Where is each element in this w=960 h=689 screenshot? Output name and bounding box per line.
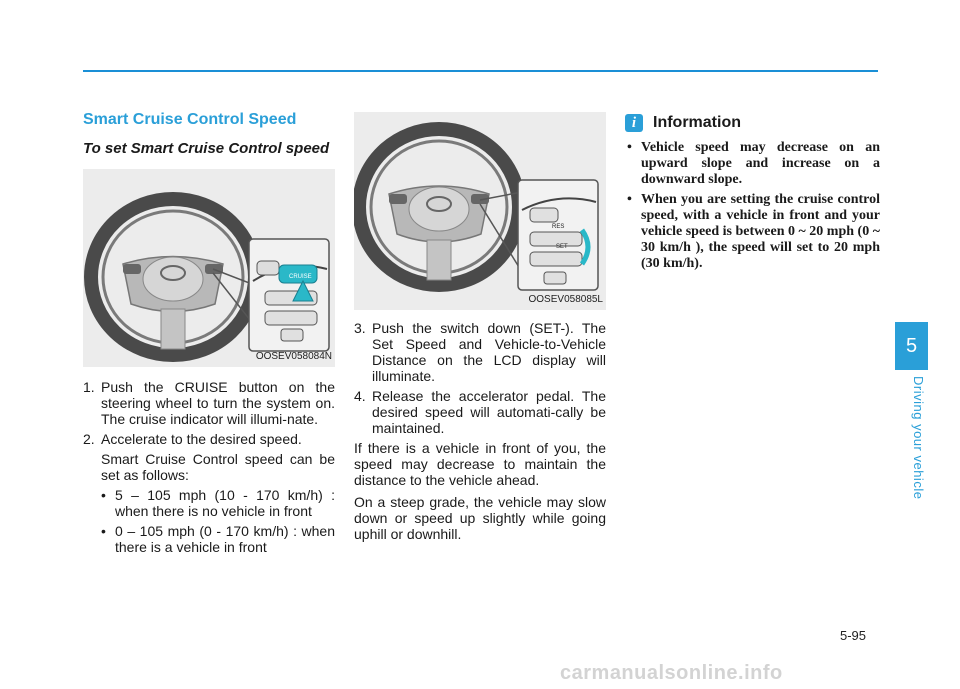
- page-number: 5-95: [840, 628, 867, 643]
- watermark: carmanualsonline.info: [560, 662, 783, 684]
- paragraph: On a steep grade, the vehicle may slow down or speed up slightly while going uphill or downhill.: [354, 494, 606, 542]
- bullet-icon: •: [101, 487, 106, 503]
- figure-caption: OOSEV058084N: [255, 351, 332, 362]
- info-title: Information: [653, 114, 741, 131]
- step-number: 2.: [83, 431, 95, 447]
- step-text: Accelerate to the desired speed.: [101, 431, 302, 447]
- figure-caption: OOSEV058085L: [528, 294, 603, 305]
- figure-set-switch: [354, 112, 606, 310]
- list-item: [625, 140, 880, 188]
- list-item: [83, 523, 335, 555]
- chapter-label: Driving your vehicle: [911, 376, 926, 500]
- chapter-number-tab: 5: [895, 322, 928, 370]
- column-right: [625, 112, 880, 276]
- steering-wheel-illustration: [83, 169, 335, 367]
- info-icon: i: [625, 114, 643, 132]
- list-item-text: Vehicle speed may decrease on an upward slope and increase on a downward slope.: [641, 140, 880, 187]
- step-2: [83, 431, 335, 447]
- step-text: Release the accelerator pedal. The desired speed will automati-cally be maintained.: [372, 388, 606, 436]
- res-label: RES: [552, 224, 565, 230]
- step-text: Push the switch down (SET-). The Set Speed and Vehicle-to-Vehicle Distance on the LCD display will illuminate.: [372, 320, 606, 384]
- set-label: SET: [556, 244, 568, 250]
- step-number: 3.: [354, 320, 366, 336]
- section-title: Smart Cruise Control Speed: [83, 111, 297, 128]
- subsection-title: To set Smart Cruise Control speed: [83, 140, 330, 157]
- column-left: [83, 108, 335, 559]
- list-item-text: 5 – 105 mph (10 - 170 km/h) : when there is no vehicle in front: [115, 487, 335, 519]
- list-item: [83, 487, 335, 519]
- bullet-icon: •: [627, 140, 632, 155]
- header-rule: [83, 70, 878, 72]
- column-middle: [354, 112, 606, 548]
- cruise-button-label: CRUISE: [289, 274, 312, 280]
- paragraph: If there is a vehicle in front of you, the speed may decrease to maintain the distance to the vehicle ahead.: [354, 440, 606, 488]
- step-number: 4.: [354, 388, 366, 404]
- info-header: [625, 114, 880, 132]
- steering-wheel-illustration: [354, 112, 606, 310]
- bullet-icon: •: [627, 192, 632, 207]
- figure-cruise-button: [83, 169, 335, 367]
- step-2-note: Smart Cruise Control speed can be set as follows:: [101, 451, 335, 483]
- step-1: [83, 379, 335, 427]
- step-text: Push the CRUISE button on the steering wheel to turn the system on. The cruise indicator will illumi-nate.: [101, 379, 335, 427]
- bullet-icon: •: [101, 523, 106, 539]
- list-item-text: When you are setting the cruise control speed, with a vehicle in front and your vehicle speed is between 0 ~ 20 mph (0 ~ 30 km/h ), the speed will set to 20 mph (30 km/h).: [641, 192, 880, 271]
- step-3: [354, 320, 606, 384]
- list-item: [625, 192, 880, 272]
- step-number: 1.: [83, 379, 95, 395]
- list-item-text: 0 – 105 mph (0 - 170 km/h) : when there is a vehicle in front: [115, 523, 335, 555]
- step-4: [354, 388, 606, 436]
